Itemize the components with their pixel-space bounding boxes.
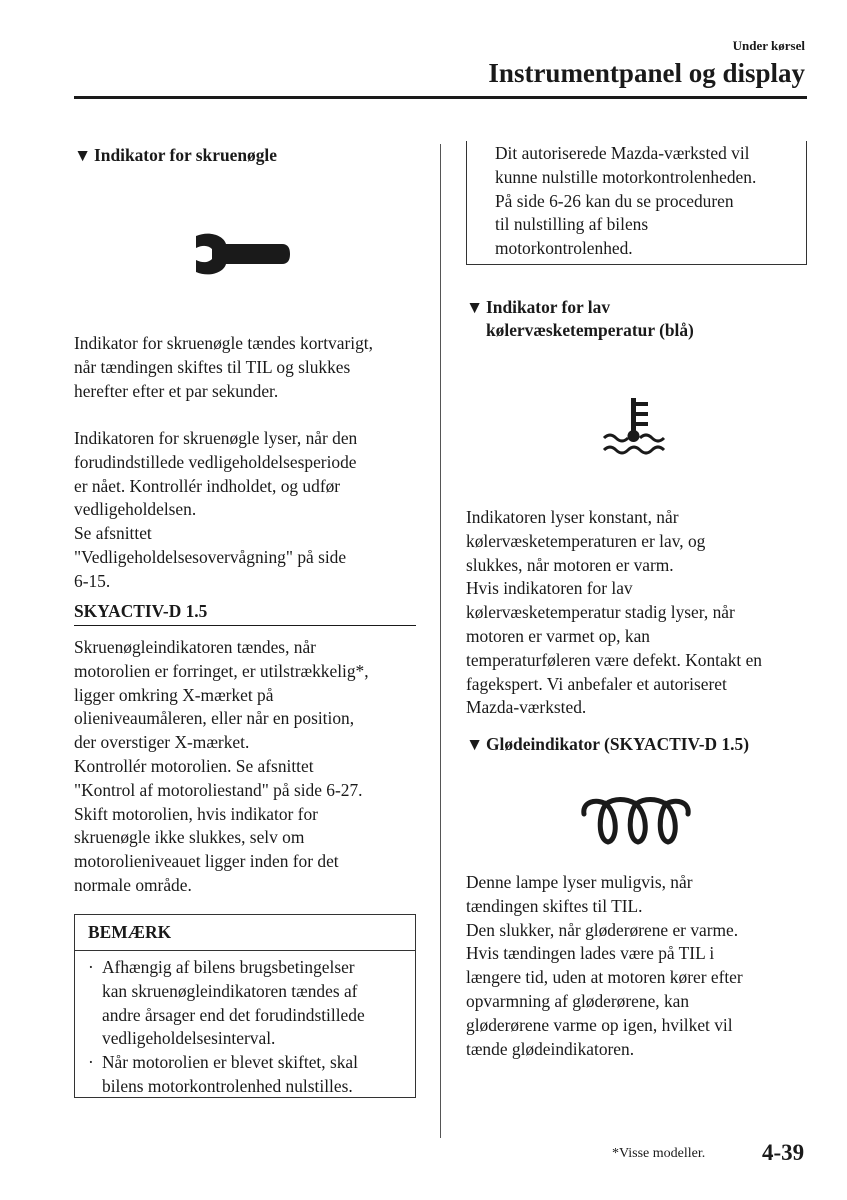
text-line: opvarmning af gløderørene, kan [466,990,690,1011]
text-line: herefter efter et par sekunder. [74,380,279,401]
note-title: BEMÆRK [88,922,172,942]
text-line: motorolieniveauet ligger inden for det [74,851,339,872]
section-label: Under kørsel [732,38,805,53]
text-line: temperaturføleren være defekt. Kontakt en [466,649,762,670]
text-line: Hvis tændingen lades være på TIL i [466,943,715,964]
heading-marker-icon: ▼ [466,734,484,754]
heading-marker-icon: ▼ [74,145,92,165]
skyactiv-paragraph [74,636,424,898]
text-line: "Vedligeholdelsesovervågning" på side [74,546,347,567]
wrench-icon [196,232,292,276]
text-line: kunne nulstille motorkontrolenheden. [495,166,757,187]
note-item [88,956,408,1051]
text-line: kan skruenøgleindikatoren tændes af [102,980,358,1001]
text-line: olieniveaumåleren, eller når en position, [74,708,355,729]
heading-text: Indikator for lav [486,297,611,317]
column-divider [440,144,441,1138]
text-line: vedligeholdelsesinterval. [102,1028,276,1049]
text-line: tænde glødeindikatoren. [466,1038,635,1059]
text-line: kølervæsketemperaturen er lav, og [466,530,706,551]
wrench-paragraph-2 [74,427,424,594]
text-line: Den slukker, når gløderørene er varme. [466,919,739,940]
wrench-indicator-heading [74,144,424,167]
text-line: Hvis indikatoren for lav [466,578,633,599]
continued-note-text [495,142,800,261]
text-line: Skruenøgleindikatoren tændes, når [74,637,316,657]
text-line: Indikatoren lyser konstant, når [466,507,679,527]
page-title: Instrumentpanel og display [488,58,805,88]
heading-text: Indikator for skruenøgle [94,145,277,165]
glow-plug-icon [578,796,694,848]
text-line: Dit autoriserede Mazda-værksted vil [495,143,750,163]
bullet-dot: · [88,1052,94,1073]
glow-indicator-heading [466,733,811,756]
text-line: der overstiger X-mærket. [74,732,250,753]
note-list [88,956,408,1099]
bullet-dot: · [88,957,94,977]
text-line: kølervæsketemperatur stadig lyser, når [466,602,735,623]
text-line: Skift motorolien, hvis indikator for [74,803,318,824]
text-line: motorkontrolenhed. [495,238,633,259]
skyactiv-underline [74,625,416,626]
text-line: når tændingen skiftes til TIL og slukkes [74,356,351,377]
text-line: Kontrollér motorolien. Se afsnittet [74,755,314,776]
text-line: gløderørene varme op igen, hvilket vil [466,1014,733,1035]
text-line: vedligeholdelsen. [74,499,197,520]
text-line: "Kontrol af motoroliestand" på side 6-27. [74,779,363,800]
heading-text: Glødeindikator (SKYACTIV-D 1.5) [486,734,749,754]
text-line: andre årsager end det forudindstillede [102,1004,365,1025]
text-line: Se afsnittet [74,523,152,544]
text-line: til nulstilling af bilens [495,214,649,235]
text-line: Mazda-værksted. [466,697,587,718]
text-line: Indikatoren for skruenøgle lyser, når den [74,428,358,448]
text-line: Afhængig af bilens brugsbetingelser [102,957,355,977]
note-item [88,1051,408,1099]
text-line: forudindstillede vedligeholdelsesperiode [74,451,357,472]
footnote: *Visse modeller. [612,1146,706,1161]
text-line: skruenøgle ikke slukkes, selv om [74,827,305,848]
text-line: bilens motorkontrolenhed nulstilles. [102,1075,353,1096]
coolant-temperature-icon [600,396,670,456]
wrench-paragraph-1 [74,332,424,403]
text-line: fagekspert. Vi anbefaler et autoriseret [466,673,727,694]
text-line: længere tid, uden at motoren kører efter [466,967,743,988]
text-line: slukkes, når motoren er varm. [466,554,674,575]
coolant-paragraph [466,506,811,720]
text-line: På side 6-26 kan du se proceduren [495,190,734,211]
page-number: 4-39 [762,1140,805,1165]
title-rule [74,96,807,99]
heading-marker-icon: ▼ [466,297,484,317]
text-line: er nået. Kontrollér indholdet, og udfør [74,475,341,496]
text-line: Indikator for skruenøgle tændes kortvarigt, [74,333,373,353]
text-line: Når motorolien er blevet skiftet, skal [102,1052,358,1073]
text-line: motorolien er forringet, er utilstrækkelig*, [74,660,369,681]
text-line: motoren er varmet op, kan [466,625,650,646]
coolant-indicator-heading [466,296,811,342]
text-line: normale område. [74,874,192,895]
text-line: Denne lampe lyser muligvis, når [466,872,693,892]
skyactiv-heading: SKYACTIV-D 1.5 [74,601,208,621]
text-line: ligger omkring X-mærket på [74,684,274,705]
glow-paragraph [466,871,811,1061]
text-line: 6-15. [74,570,111,591]
text-line: tændingen skiftes til TIL. [466,895,643,916]
heading-text: kølervæsketemperatur (blå) [486,320,694,340]
